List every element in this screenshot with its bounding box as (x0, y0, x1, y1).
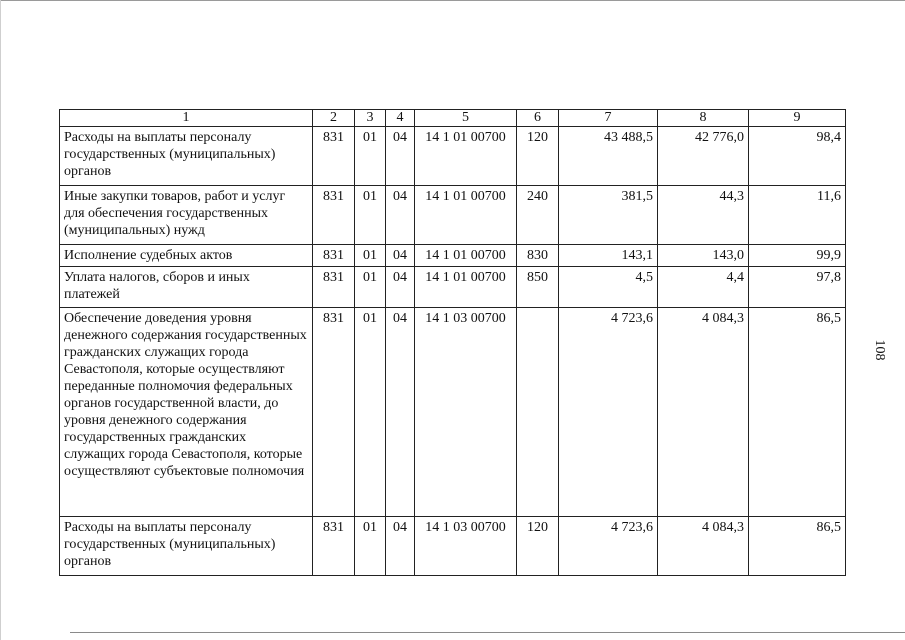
percent-executed-cell: 99,9 (749, 245, 846, 267)
executed-amount-cell: 4,4 (658, 267, 749, 308)
table-row (60, 245, 846, 267)
planned-amount-cell: 381,5 (559, 186, 658, 245)
column-header: 6 (517, 110, 559, 127)
target-article-cell: 14 1 01 00700 (415, 267, 517, 308)
subsection-code-cell: 04 (386, 186, 415, 245)
expense-type-cell: 120 (517, 127, 559, 186)
expense-type-cell: 120 (517, 517, 559, 576)
column-header: 1 (60, 110, 313, 127)
expense-name-cell: Иные закупки товаров, работ и услуг для обеспечения государственных (муниципальных) нужд (60, 186, 313, 245)
column-header: 3 (355, 110, 386, 127)
ministry-code-cell: 831 (313, 245, 355, 267)
target-article-cell: 14 1 03 00700 (415, 517, 517, 576)
section-code-cell: 01 (355, 517, 386, 576)
column-header: 7 (559, 110, 658, 127)
target-article-cell: 14 1 03 00700 (415, 308, 517, 517)
subsection-code-cell: 04 (386, 517, 415, 576)
section-code-cell: 01 (355, 127, 386, 186)
budget-table (59, 109, 846, 576)
executed-amount-cell: 44,3 (658, 186, 749, 245)
subsection-code-cell: 04 (386, 308, 415, 517)
ministry-code-cell: 831 (313, 308, 355, 517)
expense-name-cell: Расходы на выплаты персоналу государственных (муниципальных) органов (60, 127, 313, 186)
page-number: 108 (872, 339, 887, 361)
table-header-row (60, 110, 846, 127)
section-code-cell: 01 (355, 186, 386, 245)
ministry-code-cell: 831 (313, 127, 355, 186)
ministry-code-cell: 831 (313, 186, 355, 245)
expense-name-cell: Исполнение судебных актов (60, 245, 313, 267)
column-header: 2 (313, 110, 355, 127)
expense-type-cell: 850 (517, 267, 559, 308)
executed-amount-cell: 4 084,3 (658, 517, 749, 576)
subsection-code-cell: 04 (386, 267, 415, 308)
executed-amount-cell: 42 776,0 (658, 127, 749, 186)
executed-amount-cell: 4 084,3 (658, 308, 749, 517)
planned-amount-cell: 143,1 (559, 245, 658, 267)
column-header: 8 (658, 110, 749, 127)
table-row (60, 308, 846, 517)
table-row (60, 267, 846, 308)
column-header: 9 (749, 110, 846, 127)
planned-amount-cell: 4 723,6 (559, 308, 658, 517)
percent-executed-cell: 86,5 (749, 517, 846, 576)
expense-name-cell: Обеспечение доведения уровня денежного содержания государственных гражданских служащих города Севастополя, которые осуществляют переданные полномочия федеральных органов государственной власти, до уровня денежного содержания государственных гражданских служащих города Севастополя, которые осуществляют субъектовые полномочия (60, 308, 313, 517)
table-row (60, 186, 846, 245)
table-row (60, 517, 846, 576)
percent-executed-cell: 97,8 (749, 267, 846, 308)
column-header: 4 (386, 110, 415, 127)
subsection-code-cell: 04 (386, 127, 415, 186)
page-left-edge (0, 0, 1, 640)
planned-amount-cell: 43 488,5 (559, 127, 658, 186)
subsection-code-cell: 04 (386, 245, 415, 267)
expense-name-cell: Уплата налогов, сборов и иных платежей (60, 267, 313, 308)
percent-executed-cell: 86,5 (749, 308, 846, 517)
expense-name-cell: Расходы на выплаты персоналу государственных (муниципальных) органов (60, 517, 313, 576)
target-article-cell: 14 1 01 00700 (415, 245, 517, 267)
ministry-code-cell: 831 (313, 517, 355, 576)
executed-amount-cell: 143,0 (658, 245, 749, 267)
page-bottom-border (70, 632, 905, 633)
page-top-border (0, 0, 905, 1)
percent-executed-cell: 11,6 (749, 186, 846, 245)
target-article-cell: 14 1 01 00700 (415, 186, 517, 245)
target-article-cell: 14 1 01 00700 (415, 127, 517, 186)
planned-amount-cell: 4,5 (559, 267, 658, 308)
column-header: 5 (415, 110, 517, 127)
percent-executed-cell: 98,4 (749, 127, 846, 186)
expense-type-cell: 830 (517, 245, 559, 267)
expense-type-cell: 240 (517, 186, 559, 245)
section-code-cell: 01 (355, 267, 386, 308)
section-code-cell: 01 (355, 308, 386, 517)
ministry-code-cell: 831 (313, 267, 355, 308)
expense-type-cell (517, 308, 559, 517)
section-code-cell: 01 (355, 245, 386, 267)
planned-amount-cell: 4 723,6 (559, 517, 658, 576)
table-row (60, 127, 846, 186)
